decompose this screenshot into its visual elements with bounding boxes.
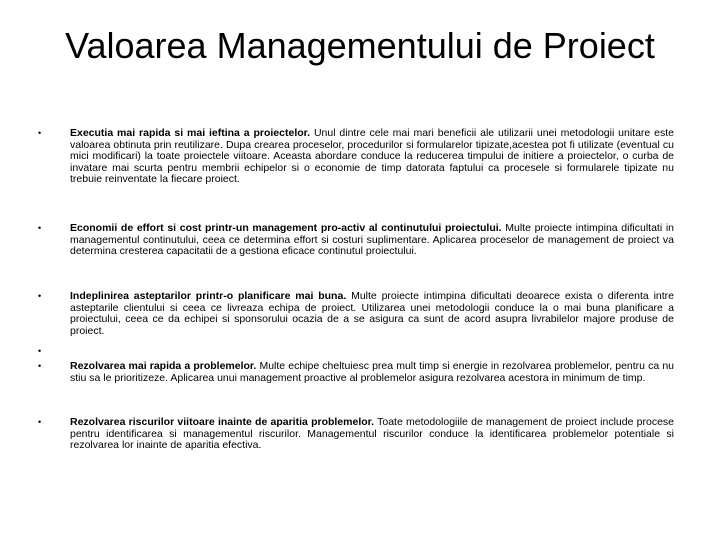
bullet-icon: • [38,361,42,371]
bullet-icon: • [38,291,42,301]
bullet-icon: • [38,417,42,427]
list-item [38,417,674,452]
list-item [38,361,674,384]
list-item-body: Multe proiecte intimpina dificultati deoarece exista o diferenta intre asteptarile clientului si ceea ce livreaza echipa de proiect. Utilizarea unei metodologii conduce la o mai buna planificare a proiectului, ceea ce da echipei si sponsorului ocazia de a se asigura ca sunt de acord asupra livrabilelor majore produse de proiect. [70,290,674,337]
list-item-text [70,128,674,186]
list-item-heading: Economii de effort si cost printr-un management pro-activ al continutului proiectului. [70,222,502,234]
list-item-text [70,417,674,452]
list-item-heading: Rezolvarea mai rapida a problemelor. [70,360,257,372]
list-item [38,291,674,337]
list-item-body: Unul dintre cele mai mari beneficii ale utilizarii unei metodologii unitare este valoarea obtinuta prin reutilizare. Dupa crearea proceselor, procedurilor si formularelor tipizate,acestea pot fi utilizate (eventual cu mici modificari) la toate proiectele viitoare. Aceasta abordare conduce la reducerea timpului de initiere a proiectelor, o curba de invatare mai scurta pentru membrii echipelor si o economie de timp datorata faptului ca procesele si formularele tipizate nu trebuie reinventate la fiecare proiect. [70,127,674,186]
empty-bullet-icon: • [38,346,42,356]
list-item-heading: Indeplinirea asteptarilor printr-o planificare mai buna. [70,290,347,302]
list-item-body: Multe proiecte intimpina dificultati in managementul continutului, ceea ce determina effort si costuri suplimentare. Aplicarea proceselor de management de proiect va determina cresterea capacitatii de a gestiona eficace continutul proiectului. [70,222,674,258]
bullet-icon: • [38,223,42,233]
list-item-body: Toate metodologiile de management de proiect include procese pentru identificarea si managementul riscurilor. Managementul riscurilor conduce la identificarea problemelor potentiale si rezolvarea lor inainte de aparitia efectiva. [70,416,675,452]
bullet-icon: • [38,128,42,138]
list-item [38,128,674,186]
list-item-text [70,291,674,337]
list-item-heading: Executia mai rapida si mai ieftina a proiectelor. [70,127,311,139]
slide-title: Valoarea Managementului de Proiect [65,25,655,66]
list-item [38,223,674,258]
list-item-body: Multe echipe cheltuiesc prea mult timp si energie in rezolvarea problemelor, pentru ca nu stiu sa le prioritizeze. Aplicarea unui management proactive al problemelor asigura rezolvarea acestora in minimum de timp. [70,360,674,384]
list-item-text [70,223,674,258]
list-item-heading: Rezolvarea riscurilor viitoare inainte de aparitia problemelor. [70,416,375,428]
list-item-text [70,361,674,384]
